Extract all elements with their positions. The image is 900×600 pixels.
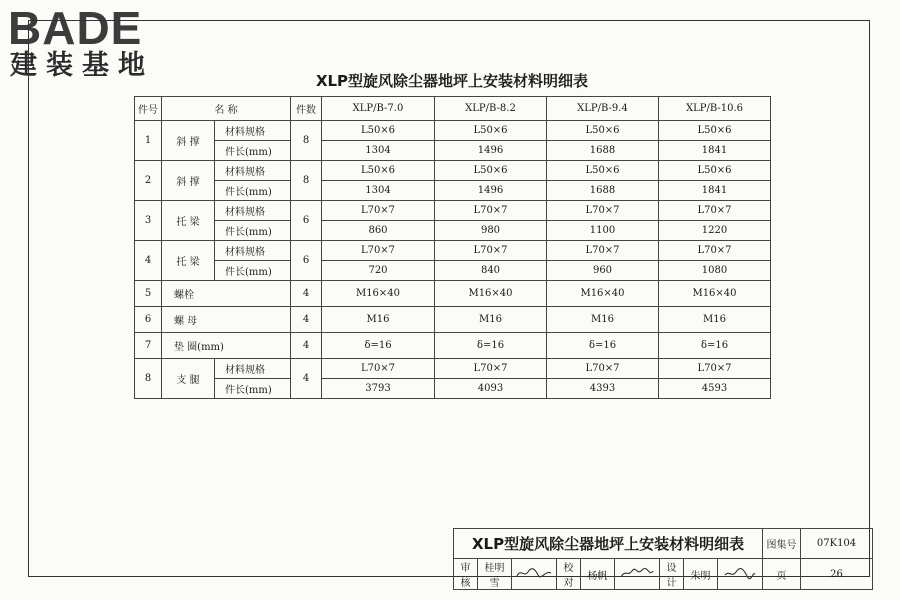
spec-value: L50×6 bbox=[322, 161, 435, 181]
length-value: 1688 bbox=[547, 181, 659, 201]
item-name: 螺栓 bbox=[162, 281, 291, 307]
item-value: M16×40 bbox=[659, 281, 771, 307]
spec-value: L70×7 bbox=[547, 241, 659, 261]
spec-value: L70×7 bbox=[659, 359, 771, 379]
item-number: 2 bbox=[135, 161, 162, 201]
item-value: M16 bbox=[322, 307, 435, 333]
spec-value: L70×7 bbox=[659, 241, 771, 261]
item-value: δ=16 bbox=[659, 333, 771, 359]
spec-value: L70×7 bbox=[435, 201, 547, 221]
item-number: 7 bbox=[135, 333, 162, 359]
length-label: 件长(mm) bbox=[215, 221, 291, 241]
item-value: M16 bbox=[435, 307, 547, 333]
length-value: 980 bbox=[435, 221, 547, 241]
spec-label: 材料规格 bbox=[215, 241, 291, 261]
item-name: 螺 母 bbox=[162, 307, 291, 333]
table-row bbox=[135, 221, 771, 241]
table-row bbox=[135, 181, 771, 201]
designer-name: 朱明 bbox=[684, 559, 718, 590]
spec-value: L70×7 bbox=[547, 359, 659, 379]
length-value: 1841 bbox=[659, 181, 771, 201]
table-row bbox=[135, 161, 771, 181]
length-value: 840 bbox=[435, 261, 547, 281]
page-number: 26 bbox=[801, 559, 873, 590]
item-name: 托 梁 bbox=[162, 241, 215, 281]
item-value: δ=16 bbox=[435, 333, 547, 359]
spec-value: L70×7 bbox=[659, 201, 771, 221]
design-label: 设计 bbox=[660, 559, 684, 590]
length-value: 720 bbox=[322, 261, 435, 281]
spec-value: L70×7 bbox=[322, 359, 435, 379]
item-value: M16×40 bbox=[547, 281, 659, 307]
length-value: 3793 bbox=[322, 379, 435, 399]
title-block bbox=[453, 528, 873, 590]
table-row bbox=[135, 333, 771, 359]
table-row bbox=[135, 307, 771, 333]
length-label: 件长(mm) bbox=[215, 141, 291, 161]
table-row bbox=[135, 379, 771, 399]
item-count: 6 bbox=[291, 241, 322, 281]
item-number: 3 bbox=[135, 201, 162, 241]
atlas-label: 图集号 bbox=[763, 529, 801, 559]
table-row bbox=[135, 121, 771, 141]
length-label: 件长(mm) bbox=[215, 261, 291, 281]
item-count: 6 bbox=[291, 201, 322, 241]
item-name: 垫 圈(mm) bbox=[162, 333, 291, 359]
item-value: M16×40 bbox=[435, 281, 547, 307]
length-label: 件长(mm) bbox=[215, 379, 291, 399]
item-name: 托 梁 bbox=[162, 201, 215, 241]
spec-value: L50×6 bbox=[547, 161, 659, 181]
spec-value: L50×6 bbox=[322, 121, 435, 141]
spec-value: L50×6 bbox=[435, 161, 547, 181]
document-title: XLP型旋风除尘器地坪上安装材料明细表 bbox=[315, 72, 589, 90]
item-number: 4 bbox=[135, 241, 162, 281]
item-number: 5 bbox=[135, 281, 162, 307]
length-value: 1304 bbox=[322, 141, 435, 161]
length-value: 960 bbox=[547, 261, 659, 281]
length-value: 1100 bbox=[547, 221, 659, 241]
length-value: 4593 bbox=[659, 379, 771, 399]
length-value: 1496 bbox=[435, 181, 547, 201]
reviewer-signature bbox=[512, 559, 557, 590]
item-name: 支 腿 bbox=[162, 359, 215, 399]
table-row bbox=[135, 141, 771, 161]
spec-label: 材料规格 bbox=[215, 201, 291, 221]
item-name: 斜 撑 bbox=[162, 161, 215, 201]
checker-name: 杨帆 bbox=[581, 559, 615, 590]
length-value: 1841 bbox=[659, 141, 771, 161]
length-value: 1080 bbox=[659, 261, 771, 281]
length-value: 4393 bbox=[547, 379, 659, 399]
spec-value: L50×6 bbox=[659, 161, 771, 181]
page-label: 页 bbox=[763, 559, 801, 590]
logo-subtitle: 建装基地 bbox=[10, 50, 154, 81]
table-row bbox=[135, 281, 771, 307]
header-count: 件数 bbox=[291, 97, 322, 121]
spec-label: 材料规格 bbox=[215, 161, 291, 181]
item-number: 6 bbox=[135, 307, 162, 333]
table-row bbox=[135, 359, 771, 379]
item-count: 4 bbox=[291, 281, 322, 307]
table-row bbox=[135, 241, 771, 261]
header-name: 名 称 bbox=[162, 97, 291, 121]
item-count: 4 bbox=[291, 359, 322, 399]
length-value: 1496 bbox=[435, 141, 547, 161]
header-row bbox=[135, 97, 771, 121]
item-number: 1 bbox=[135, 121, 162, 161]
header-model: XLP/B-9.4 bbox=[547, 97, 659, 121]
item-count: 4 bbox=[291, 307, 322, 333]
length-value: 1688 bbox=[547, 141, 659, 161]
spec-label: 材料规格 bbox=[215, 359, 291, 379]
length-value: 1304 bbox=[322, 181, 435, 201]
item-value: δ=16 bbox=[322, 333, 435, 359]
item-count: 8 bbox=[291, 161, 322, 201]
item-value: M16 bbox=[547, 307, 659, 333]
length-value: 860 bbox=[322, 221, 435, 241]
titleblock-title: XLP型旋风除尘器地坪上安装材料明细表 bbox=[454, 529, 763, 559]
spec-value: L50×6 bbox=[435, 121, 547, 141]
item-value: M16 bbox=[659, 307, 771, 333]
header-no: 件号 bbox=[135, 97, 162, 121]
spec-value: L50×6 bbox=[659, 121, 771, 141]
spec-value: L50×6 bbox=[547, 121, 659, 141]
item-value: M16×40 bbox=[322, 281, 435, 307]
length-value: 1220 bbox=[659, 221, 771, 241]
check-label: 校对 bbox=[557, 559, 581, 590]
item-name: 斜 撑 bbox=[162, 121, 215, 161]
length-value: 4093 bbox=[435, 379, 547, 399]
spec-value: L70×7 bbox=[322, 201, 435, 221]
item-value: δ=16 bbox=[547, 333, 659, 359]
spec-value: L70×7 bbox=[547, 201, 659, 221]
item-number: 8 bbox=[135, 359, 162, 399]
header-model: XLP/B-8.2 bbox=[435, 97, 547, 121]
designer-signature bbox=[718, 559, 763, 590]
spec-value: L70×7 bbox=[435, 241, 547, 261]
header-model: XLP/B-10.6 bbox=[659, 97, 771, 121]
spec-value: L70×7 bbox=[322, 241, 435, 261]
header-model: XLP/B-7.0 bbox=[322, 97, 435, 121]
checker-signature bbox=[615, 559, 660, 590]
materials-table bbox=[134, 96, 771, 399]
reviewer-name: 桂明雪 bbox=[478, 559, 512, 590]
review-label: 审核 bbox=[454, 559, 478, 590]
table-row bbox=[135, 261, 771, 281]
atlas-number: 07K104 bbox=[801, 529, 873, 559]
table-row bbox=[135, 201, 771, 221]
length-label: 件长(mm) bbox=[215, 181, 291, 201]
spec-label: 材料规格 bbox=[215, 121, 291, 141]
item-count: 4 bbox=[291, 333, 322, 359]
spec-value: L70×7 bbox=[435, 359, 547, 379]
logo-brand: BADE bbox=[8, 2, 143, 54]
item-count: 8 bbox=[291, 121, 322, 161]
